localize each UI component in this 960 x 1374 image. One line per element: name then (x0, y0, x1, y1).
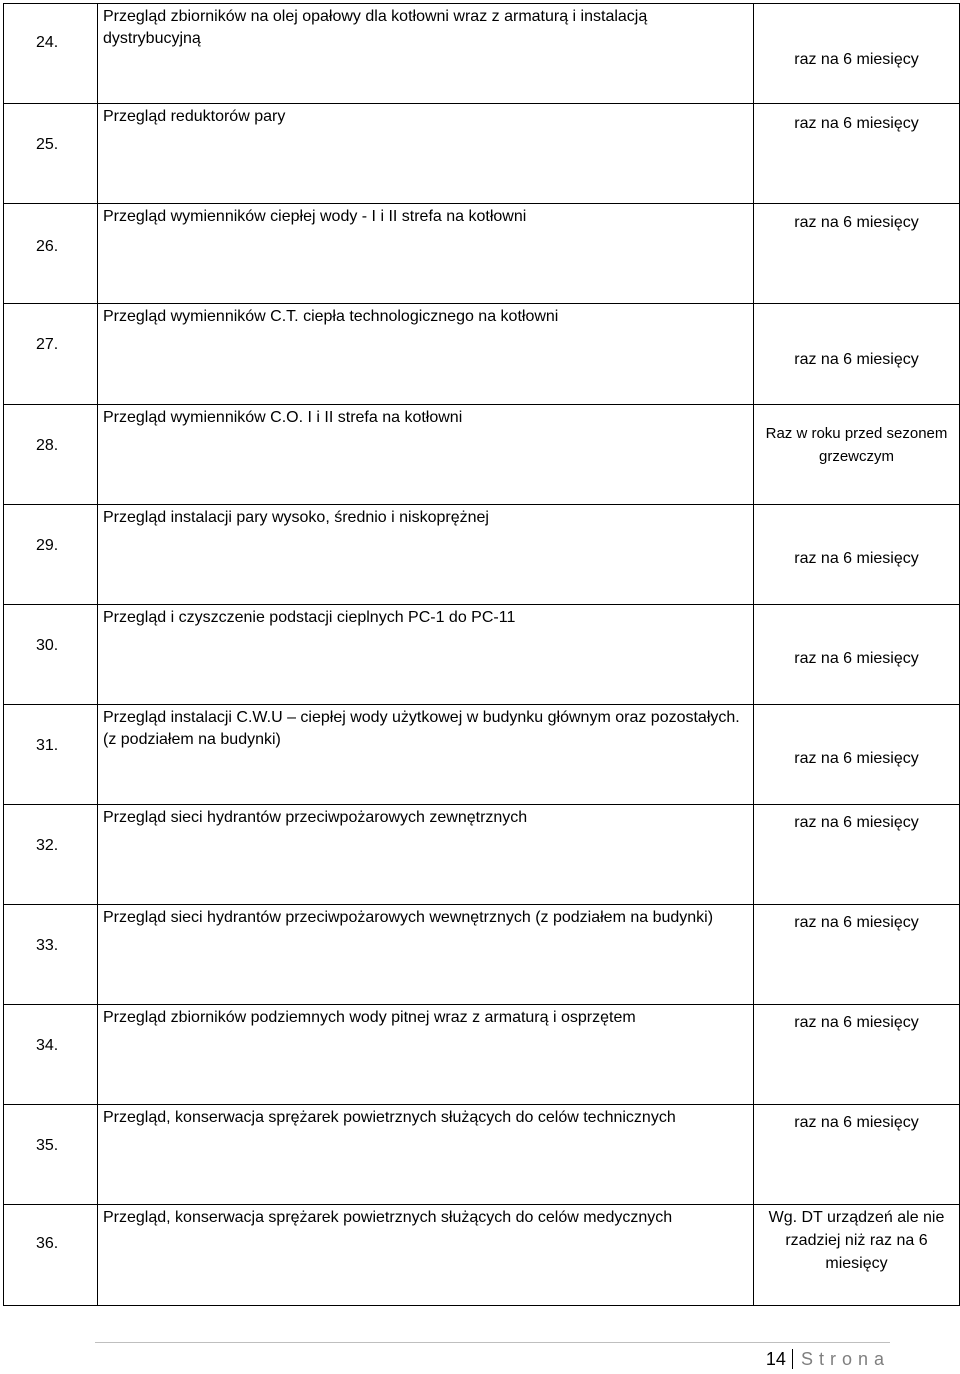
frequency-cell (754, 104, 960, 204)
footer-divider (95, 1342, 890, 1343)
table-row (4, 304, 960, 405)
item-frequency: raz na 6 miesięcy (794, 214, 919, 231)
item-description: Przegląd wymienników C.T. ciepła technologicznego na kotłowni (103, 308, 559, 325)
description-cell (98, 605, 754, 705)
description-cell (98, 705, 754, 805)
frequency-cell (754, 1005, 960, 1105)
number-cell (4, 605, 98, 705)
item-frequency: raz na 6 miesięcy (794, 1114, 919, 1131)
frequency-cell (754, 4, 960, 104)
item-description: Przegląd zbiorników podziemnych wody pitnej wraz z armaturą i osprzętem (103, 1009, 636, 1026)
item-frequency: raz na 6 miesięcy (794, 914, 919, 931)
item-number: 29. (36, 537, 59, 554)
number-cell (4, 1105, 98, 1205)
frequency-cell (754, 805, 960, 905)
page-number-label (766, 1348, 890, 1370)
description-cell (98, 104, 754, 204)
frequency-cell (754, 304, 960, 405)
number-cell (4, 1005, 98, 1105)
description-cell (98, 204, 754, 304)
description-cell (98, 1205, 754, 1306)
table-body (4, 4, 960, 1306)
item-number: 31. (36, 737, 59, 754)
number-cell (4, 204, 98, 304)
number-cell (4, 104, 98, 204)
item-description: Przegląd wymienników C.O. I i II strefa na kotłowni (103, 409, 463, 426)
frequency-cell (754, 204, 960, 304)
table-row (4, 1205, 960, 1306)
item-description: Przegląd instalacji C.W.U – ciepłej wody użytkowej w budynku głównym oraz pozostałych. (z podziałem na budynki) (103, 709, 740, 748)
item-description: Przegląd reduktorów pary (103, 108, 286, 125)
item-frequency: raz na 6 miesięcy (794, 51, 919, 68)
item-frequency: raz na 6 miesięcy (794, 1014, 919, 1031)
number-cell (4, 4, 98, 104)
item-description: Przegląd, konserwacja sprężarek powietrznych służących do celów medycznych (103, 1209, 673, 1226)
item-description: Przegląd wymienników ciepłej wody - I i II strefa na kotłowni (103, 208, 527, 225)
page-word: Strona (800, 1349, 890, 1369)
table-row (4, 705, 960, 805)
description-cell (98, 4, 754, 104)
description-cell (98, 805, 754, 905)
frequency-cell (754, 905, 960, 1005)
description-cell (98, 405, 754, 505)
item-number: 34. (36, 1037, 59, 1054)
item-description: Przegląd sieci hydrantów przeciwpożarowych zewnętrznych (103, 809, 528, 826)
item-description: Przegląd zbiorników na olej opałowy dla kotłowni wraz z armaturą i instalacją dystrybucyjną (103, 8, 648, 47)
number-cell (4, 304, 98, 405)
item-number: 27. (36, 336, 59, 353)
frequency-cell (754, 1205, 960, 1306)
item-number: 26. (36, 238, 59, 255)
item-frequency: raz na 6 miesięcy (794, 351, 919, 368)
frequency-cell (754, 1105, 960, 1205)
page-number: 14 (765, 1349, 786, 1369)
frequency-cell (754, 705, 960, 805)
table-row (4, 505, 960, 605)
number-cell (4, 905, 98, 1005)
item-number: 28. (36, 437, 59, 454)
frequency-cell (754, 605, 960, 705)
table-row (4, 405, 960, 505)
maintenance-schedule-table (3, 3, 960, 1306)
item-number: 24. (36, 34, 59, 51)
description-cell (98, 905, 754, 1005)
item-number: 35. (36, 1137, 59, 1154)
description-cell (98, 1005, 754, 1105)
description-cell (98, 1105, 754, 1205)
item-frequency: raz na 6 miesięcy (794, 650, 919, 667)
table-row (4, 605, 960, 705)
number-cell (4, 805, 98, 905)
item-number: 33. (36, 937, 59, 954)
item-frequency: raz na 6 miesięcy (794, 814, 919, 831)
description-cell (98, 505, 754, 605)
item-description: Przegląd sieci hydrantów przeciwpożarowych wewnętrznych (z podziałem na budynki) (103, 909, 714, 926)
item-frequency: raz na 6 miesięcy (794, 550, 919, 567)
item-number: 30. (36, 637, 59, 654)
table-row (4, 1005, 960, 1105)
table-row (4, 204, 960, 304)
table-row (4, 905, 960, 1005)
item-description: Przegląd i czyszczenie podstacji cieplnych PC-1 do PC-11 (103, 609, 516, 626)
item-number: 32. (36, 837, 59, 854)
table-row (4, 805, 960, 905)
item-frequency: Wg. DT urządzeń ale nie rzadziej niż raz na 6 miesięcy (768, 1209, 945, 1272)
page-footer (95, 1342, 890, 1369)
number-cell (4, 505, 98, 605)
frequency-cell (754, 505, 960, 605)
table-row (4, 1105, 960, 1205)
item-number: 25. (36, 136, 59, 153)
table-row (4, 4, 960, 104)
item-description: Przegląd instalacji pary wysoko, średnio i niskoprężnej (103, 509, 489, 526)
item-number: 36. (36, 1235, 59, 1252)
footer-separator (792, 1349, 793, 1369)
table-row (4, 104, 960, 204)
description-cell (98, 304, 754, 405)
number-cell (4, 405, 98, 505)
item-frequency: raz na 6 miesięcy (794, 750, 919, 767)
number-cell (4, 705, 98, 805)
item-frequency: Raz w roku przed sezonem grzewczym (765, 425, 948, 465)
item-description: Przegląd, konserwacja sprężarek powietrznych służących do celów technicznych (103, 1109, 676, 1126)
item-frequency: raz na 6 miesięcy (794, 115, 919, 132)
frequency-cell (754, 405, 960, 505)
number-cell (4, 1205, 98, 1306)
